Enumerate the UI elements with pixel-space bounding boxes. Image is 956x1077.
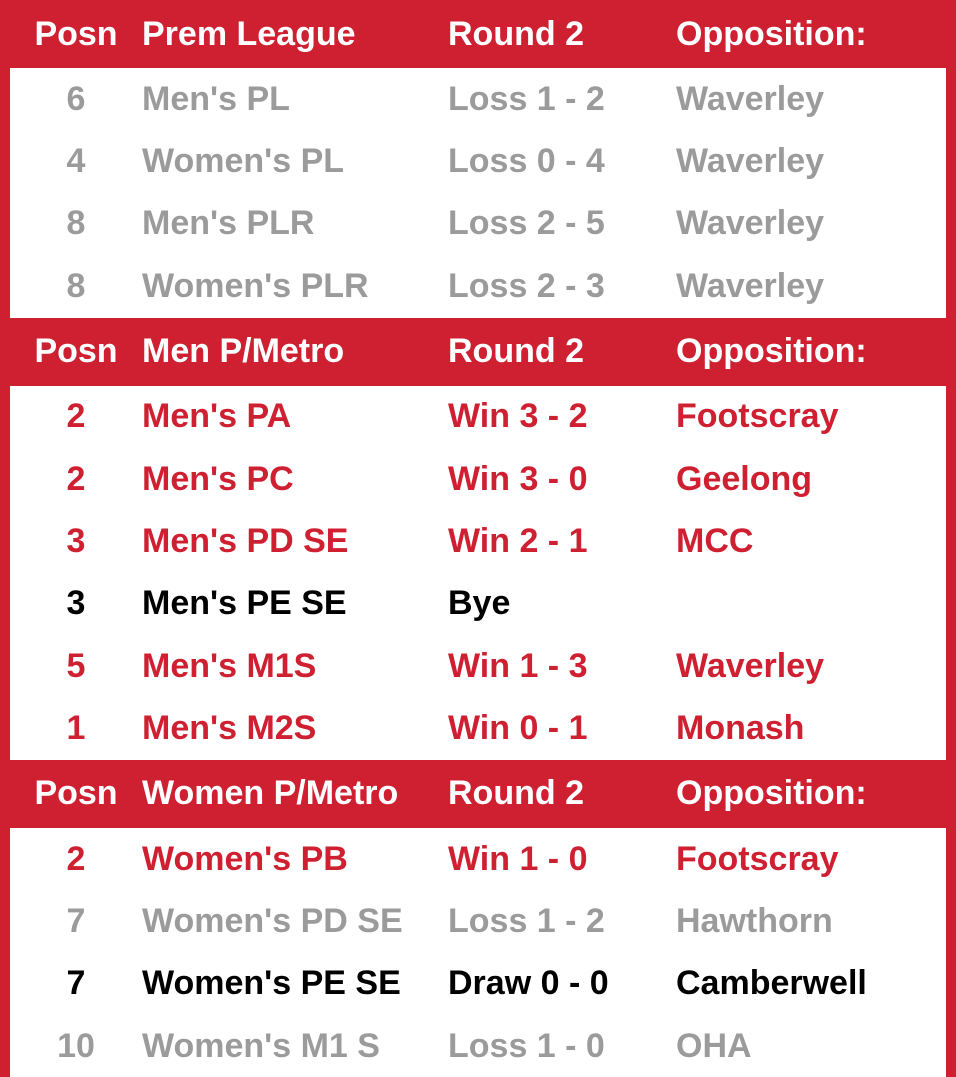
row-result: Loss 2 - 3 (448, 266, 605, 305)
table-row (10, 1015, 946, 1077)
header-posn: Posn (34, 14, 118, 53)
row-result: Win 0 - 1 (448, 709, 588, 748)
section-body-men-p-metro (10, 386, 946, 760)
row-posn: 2 (66, 459, 86, 498)
row-opposition: Waverley (676, 266, 825, 305)
row-result: Win 2 - 1 (448, 522, 588, 561)
row-posn: 8 (66, 266, 86, 305)
row-opposition: Waverley (676, 204, 825, 243)
row-posn: 4 (66, 142, 86, 181)
row-opposition: Waverley (676, 142, 825, 181)
row-team: Men's PC (142, 459, 294, 498)
table-row (10, 386, 946, 448)
row-team: Women's PD SE (142, 901, 403, 940)
header-round: Round 2 (448, 332, 584, 371)
row-result: Loss 1 - 0 (448, 1026, 605, 1065)
row-result: Win 1 - 0 (448, 839, 588, 878)
row-posn: 8 (66, 204, 86, 243)
header-league: Women P/Metro (142, 774, 399, 813)
row-posn: 1 (66, 709, 86, 748)
row-posn: 10 (57, 1026, 95, 1065)
section-header-women-p-metro (10, 760, 946, 828)
row-posn: 6 (66, 79, 86, 118)
row-team: Men's PD SE (142, 522, 349, 561)
row-opposition: Waverley (676, 79, 825, 118)
row-posn: 3 (66, 522, 86, 561)
section-header-prem-league (10, 0, 946, 68)
row-posn: 3 (66, 584, 86, 623)
header-opposition: Opposition: (676, 332, 867, 371)
table-row (10, 635, 946, 697)
row-posn: 5 (66, 646, 86, 685)
row-posn: 2 (66, 839, 86, 878)
row-result: Loss 1 - 2 (448, 79, 605, 118)
header-round: Round 2 (448, 14, 584, 53)
header-league: Men P/Metro (142, 332, 345, 371)
section-body-prem-league (10, 68, 946, 318)
row-team: Women's PL (142, 142, 345, 181)
header-opposition: Opposition: (676, 774, 867, 813)
row-result: Loss 0 - 4 (448, 142, 605, 181)
table-row (10, 68, 946, 130)
table-row (10, 698, 946, 760)
row-team: Men's PLR (142, 204, 315, 243)
row-team: Women's PE SE (142, 964, 401, 1003)
row-opposition: Geelong (676, 459, 813, 498)
row-team: Women's PLR (142, 266, 369, 305)
header-league: Prem League (142, 14, 356, 53)
row-opposition: OHA (676, 1026, 752, 1065)
row-result: Loss 2 - 5 (448, 204, 605, 243)
table-row (10, 573, 946, 635)
row-opposition: Footscray (676, 397, 839, 436)
row-posn: 7 (66, 964, 86, 1003)
table-row (10, 890, 946, 952)
section-body-women-p-metro (10, 828, 946, 1077)
row-team: Women's M1 S (142, 1026, 380, 1065)
header-opposition: Opposition: (676, 14, 867, 53)
row-team: Men's M2S (142, 709, 317, 748)
row-result: Loss 1 - 2 (448, 901, 605, 940)
row-result: Win 3 - 0 (448, 459, 588, 498)
table-row (10, 953, 946, 1015)
row-team: Men's PL (142, 79, 290, 118)
row-opposition: Camberwell (676, 964, 867, 1003)
row-opposition: Hawthorn (676, 901, 833, 940)
row-team: Men's PE SE (142, 584, 347, 623)
row-opposition: MCC (676, 522, 754, 561)
header-round: Round 2 (448, 774, 584, 813)
row-posn: 7 (66, 901, 86, 940)
row-result: Win 3 - 2 (448, 397, 588, 436)
row-opposition: Footscray (676, 839, 839, 878)
header-posn: Posn (34, 774, 118, 813)
table-row (10, 130, 946, 192)
row-result: Bye (448, 584, 511, 623)
table-row (10, 828, 946, 890)
table-row (10, 448, 946, 510)
table-row (10, 193, 946, 255)
header-posn: Posn (34, 332, 118, 371)
row-team: Women's PB (142, 839, 348, 878)
row-posn: 2 (66, 397, 86, 436)
row-opposition: Waverley (676, 646, 825, 685)
row-result: Win 1 - 3 (448, 646, 588, 685)
row-team: Men's M1S (142, 646, 317, 685)
section-header-men-p-metro (10, 318, 946, 386)
table-row (10, 255, 946, 317)
row-opposition: Monash (676, 709, 805, 748)
row-result: Draw 0 - 0 (448, 964, 609, 1003)
row-team: Men's PA (142, 397, 292, 436)
table-row (10, 510, 946, 572)
